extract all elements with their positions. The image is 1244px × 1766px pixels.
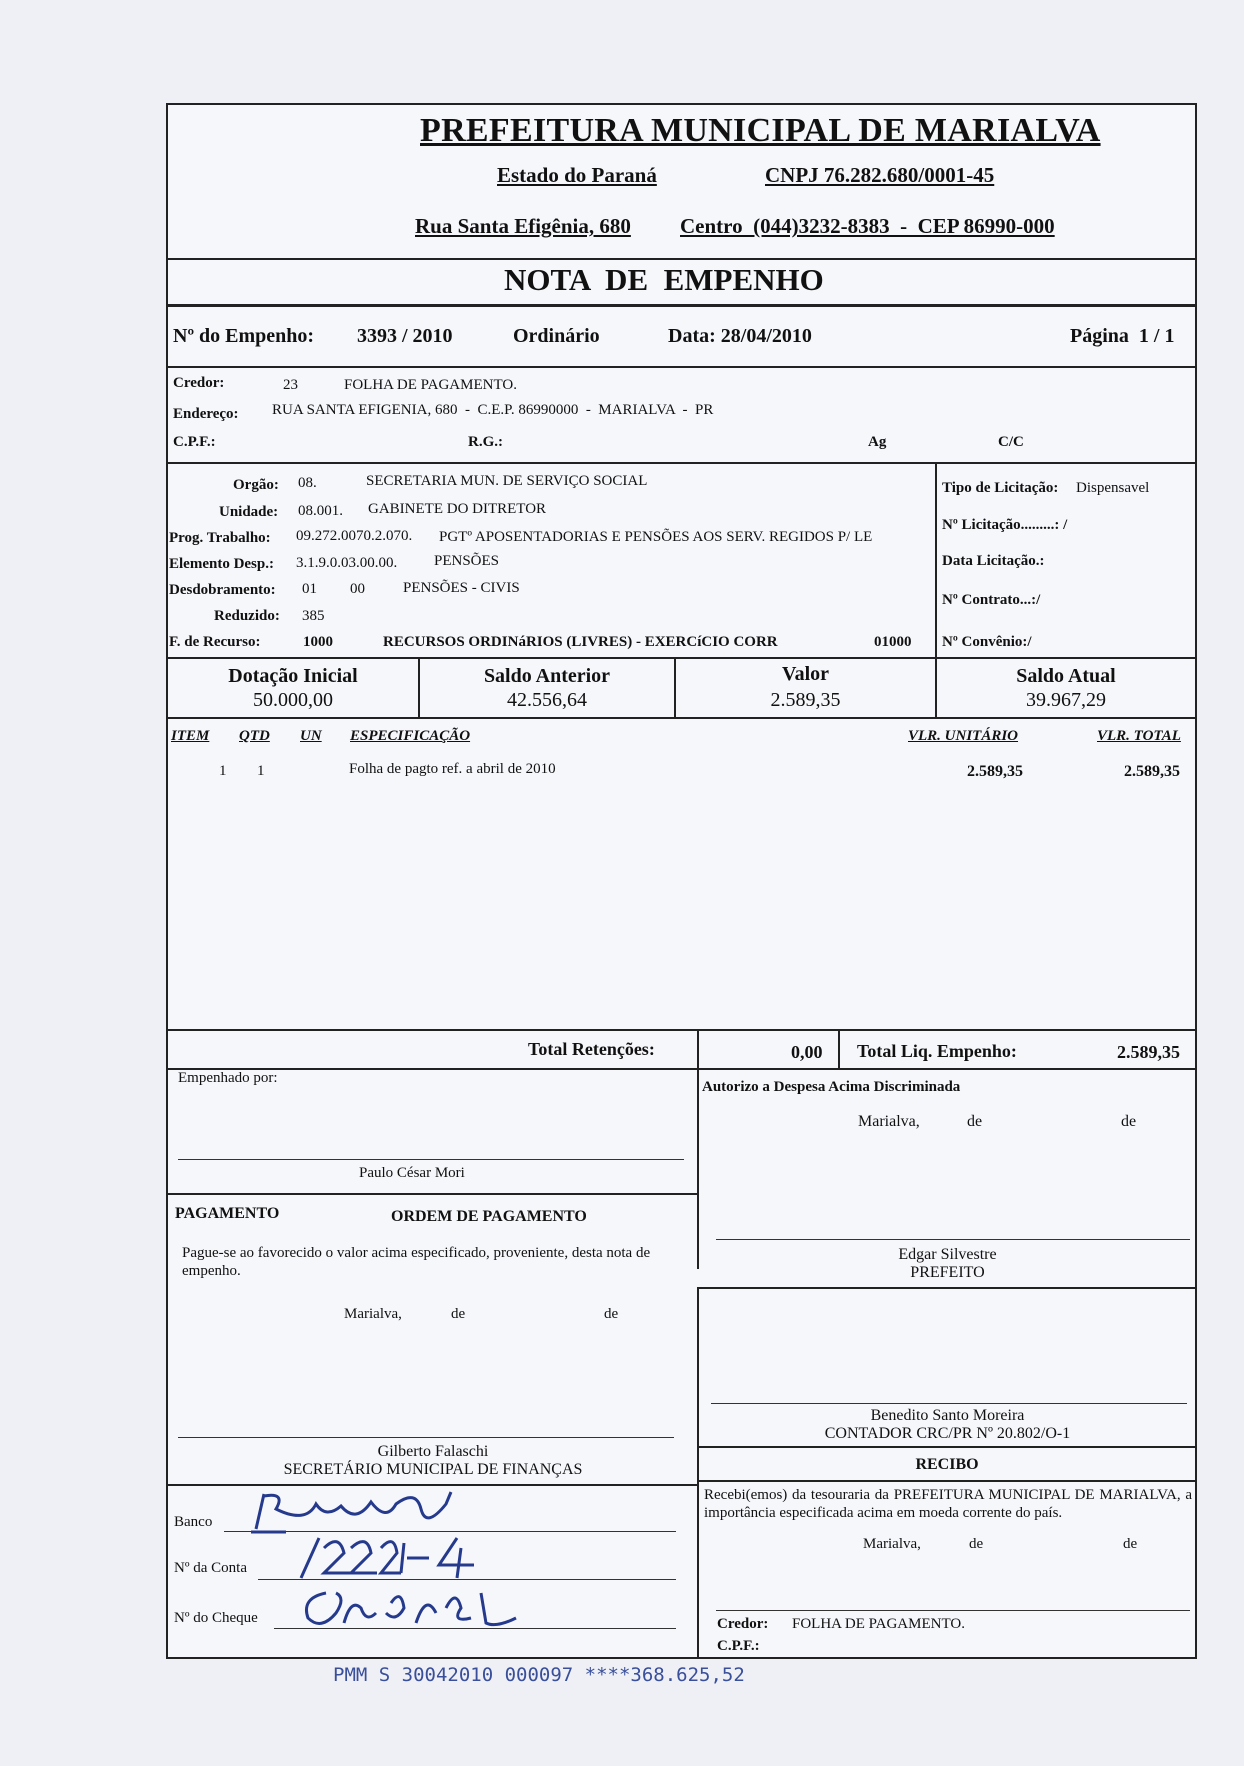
total-retencoes-label: Total Retenções: (528, 1039, 655, 1059)
orgao-code: 08. (298, 475, 317, 491)
desdobramento-name: PENSÕES - CIVIS (403, 580, 520, 596)
pagamento-label: PAGAMENTO (175, 1205, 280, 1222)
credor-code: 23 (283, 377, 298, 393)
reduzido-label: Reduzido: (214, 608, 280, 624)
unidade-name: GABINETE DO DITRETOR (368, 501, 547, 517)
prefeito-name: Edgar Silvestre (898, 1246, 997, 1263)
item-number: 1 (219, 763, 227, 779)
recibo-title: RECIBO (915, 1456, 979, 1473)
prog-code: 09.272.0070.2.070. (296, 528, 413, 544)
bank-handwriting-icon (246, 1484, 476, 1540)
conta-label: Nº da Conta (174, 1560, 247, 1576)
page-indicator: Página 1 / 1 (1070, 325, 1175, 347)
secretario-name: Gilberto Falaschi (377, 1443, 489, 1460)
item-description: Folha de pagto ref. a abril de 2010 (349, 761, 556, 777)
recurso-label: F. de Recurso: (169, 634, 261, 650)
recibo-place: Marialva, (863, 1536, 921, 1552)
address-field-label: Endereço: (173, 406, 239, 422)
credor-label: Credor: (173, 375, 225, 391)
dotacao-inicial-value: 50.000,00 (253, 689, 333, 711)
desdobramento-label: Desdobramento: (169, 582, 276, 598)
total-liquido-value: 2.589,35 (1117, 1042, 1180, 1062)
desdobramento-b: 00 (350, 581, 365, 597)
pagamento-place: Marialva, (344, 1306, 402, 1322)
empenho-number: 3393 / 2010 (357, 325, 453, 347)
empenhado-name: Paulo César Mori (359, 1165, 465, 1181)
col-vlr-total: VLR. TOTAL (1097, 728, 1181, 744)
valor-label: Valor (781, 663, 830, 685)
page-title: PREFEITURA MUNICIPAL DE MARIALVA (420, 112, 1101, 149)
recibo-de-1: de (969, 1536, 984, 1552)
empenho-number-label: Nº do Empenho: (173, 325, 315, 347)
elemento-label: Elemento Desp.: (169, 556, 274, 572)
saldo-anterior-value: 42.556,64 (507, 689, 587, 711)
empenho-type: Ordinário (513, 325, 600, 347)
autorizo-place: Marialva, (858, 1113, 920, 1130)
total-liquido-label: Total Liq. Empenho: (857, 1041, 1017, 1061)
banco-label: Banco (174, 1514, 213, 1530)
check-handwriting-icon (296, 1583, 526, 1633)
saldo-atual-value: 39.967,29 (1026, 689, 1106, 711)
prog-name: PGTº APOSENTADORIAS E PENSÕES AOS SERV. REGIDOS P/ LE (439, 529, 873, 545)
licitacao-tipo-label: Tipo de Licitação: (942, 480, 1059, 496)
empenho-date: Data: 28/04/2010 (668, 325, 812, 347)
valor-value: 2.589,35 (770, 689, 841, 711)
col-un: UN (300, 728, 322, 744)
pagamento-text: Pague-se ao favorecido o valor acima especificado, proveniente, desta nota de empenho. (182, 1245, 651, 1279)
col-especificacao: ESPECIFICAÇÃO (350, 728, 471, 744)
contrato-number: Nº Contrato...:/ (942, 592, 1041, 608)
recibo-de-2: de (1123, 1536, 1138, 1552)
dotacao-inicial-label: Dotação Inicial (228, 665, 358, 687)
cnpj-label: CNPJ 76.282.680/0001-45 (765, 163, 995, 187)
address-label: Centro (044)3232-8383 - CEP 86990-000 (680, 214, 1055, 238)
col-item: ITEM (171, 728, 210, 744)
recurso-number: 01000 (874, 634, 912, 650)
item-unit-value: 2.589,35 (967, 763, 1023, 780)
recurso-code: 1000 (303, 634, 333, 650)
empenhado-label: Empenhado por: (178, 1070, 278, 1086)
document-title: NOTA DE EMPENHO (504, 262, 824, 297)
rg-label: R.G.: (468, 434, 503, 450)
pagamento-de-1: de (451, 1306, 466, 1322)
col-qtd: QTD (239, 728, 270, 744)
prog-label: Prog. Trabalho: (169, 530, 271, 546)
licitacao-numero: Nº Licitação.........: / (942, 517, 1068, 533)
unidade-label: Unidade: (219, 504, 279, 520)
cheque-label: Nº do Cheque (174, 1610, 258, 1626)
payment-stamp: PMM S 30042010 000097 ****368.625,52 (333, 1664, 745, 1686)
account-handwriting-icon (289, 1533, 499, 1583)
autorizo-de-1: de (967, 1113, 983, 1130)
contador-role: CONTADOR CRC/PR Nº 20.802/O-1 (824, 1425, 1071, 1442)
recibo-credor-name: FOLHA DE PAGAMENTO. (792, 1616, 965, 1632)
agency-label: Ag (868, 434, 887, 450)
orgao-label: Orgão: (233, 477, 279, 493)
convenio-number: Nº Convênio:/ (942, 634, 1032, 650)
credor-name: FOLHA DE PAGAMENTO. (344, 377, 517, 393)
recibo-cpf-label: C.P.F.: (717, 1638, 760, 1654)
saldo-atual-label: Saldo Atual (1016, 665, 1116, 687)
elemento-name: PENSÕES (434, 553, 500, 569)
contador-name: Benedito Santo Moreira (870, 1407, 1025, 1424)
saldo-anterior-label: Saldo Anterior (483, 665, 611, 687)
item-total-value: 2.589,35 (1124, 763, 1180, 780)
prefeito-role: PREFEITO (910, 1264, 985, 1281)
item-qtd: 1 (257, 763, 265, 779)
secretario-role: SECRETÁRIO MUNICIPAL DE FINANÇAS (283, 1461, 583, 1478)
account-label: C/C (998, 434, 1024, 450)
unidade-code: 08.001. (298, 503, 343, 519)
state-label: Estado do Paraná (497, 163, 657, 187)
reduzido-value: 385 (302, 608, 325, 624)
elemento-code: 3.1.9.0.03.00.00. (296, 555, 398, 571)
licitacao-data: Data Licitação.: (942, 553, 1045, 569)
recurso-name: RECURSOS ORDINáRIOS (LIVRES) - EXERCíCIO CORR (383, 634, 778, 650)
ordem-pagamento-title: ORDEM DE PAGAMENTO (391, 1208, 587, 1225)
desdobramento-a: 01 (302, 581, 317, 597)
street-label: Rua Santa Efigênia, 680 (415, 214, 631, 238)
recibo-text: Recebi(emos) da tesouraria da PREFEITURA MUNICIPAL DE MARIALVA, a importância especificada acima em moeda corrente do país. (704, 1487, 1192, 1521)
recibo-credor-label: Credor: (717, 1616, 769, 1632)
autorizo-de-2: de (1121, 1113, 1137, 1130)
pagamento-de-2: de (604, 1306, 619, 1322)
cpf-label: C.P.F.: (173, 434, 216, 450)
autorizo-title: Autorizo a Despesa Acima Discriminada (702, 1079, 961, 1095)
credor-address: RUA SANTA EFIGENIA, 680 - C.E.P. 86990000 - MARIALVA - PR (272, 402, 714, 418)
total-retencoes-value: 0,00 (791, 1042, 823, 1062)
col-vlr-unitario: VLR. UNITÁRIO (908, 728, 1019, 744)
orgao-name: SECRETARIA MUN. DE SERVIÇO SOCIAL (366, 473, 648, 489)
licitacao-tipo-value: Dispensavel (1076, 480, 1150, 496)
